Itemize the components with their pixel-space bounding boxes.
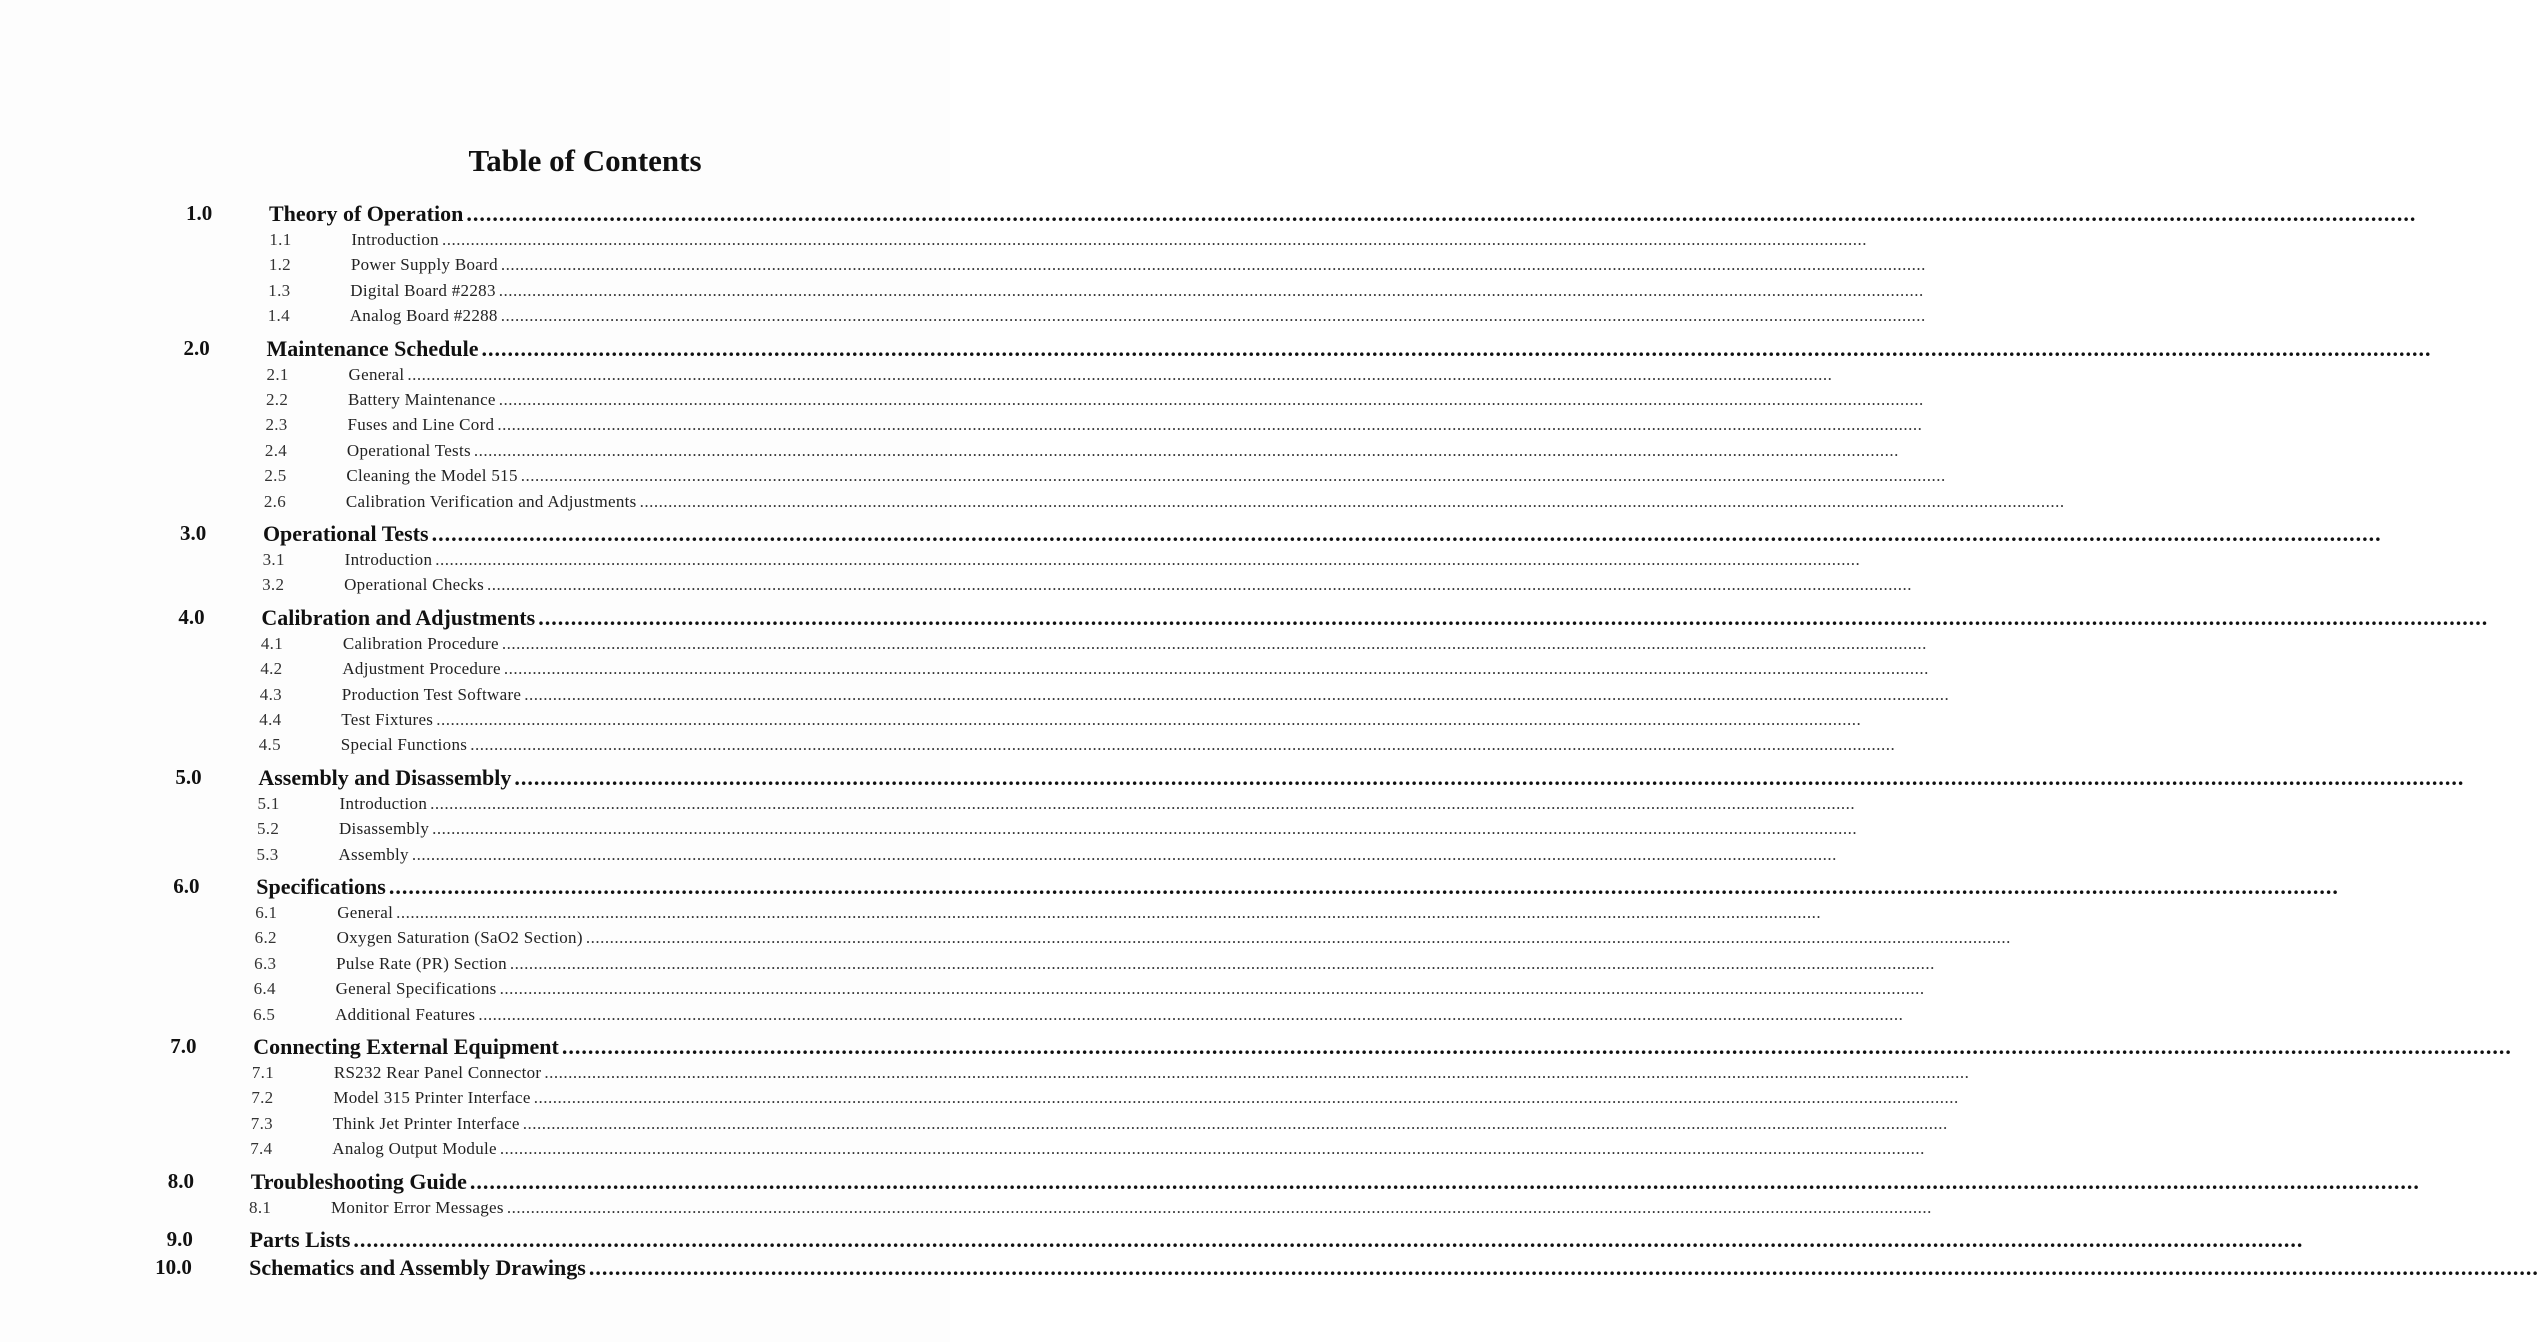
subsection-entry [347,415,1923,435]
subsection-title: Introduction [339,793,428,813]
dot-leader: ............................................................................................................................................................................................................................................................................................................ [499,979,1925,999]
toc-subsection[interactable] [253,979,1925,1003]
dot-leader: ............................................................................................................................................................................................................................................................................................................ [435,550,1861,569]
dot-leader: ............................................................................................................................................................................................................................................................................................................ [411,844,1837,864]
subsection-title: Operational Checks [344,575,485,595]
subsection-title: Analog Board #2288 [349,306,498,326]
section-number: 6.0 [173,874,200,898]
toc-subsection[interactable] [265,390,1924,414]
dot-leader: ............................................................................................................................................................................................................................................................................................................ [500,306,1926,326]
subsection-number: 2.2 [265,390,289,409]
section-entry [261,604,2489,631]
section-number: 3.0 [179,521,207,545]
toc-section[interactable] [178,604,2489,633]
subsection-title: Oxygen Saturation (SaO2 Section) [336,928,583,948]
subsection-entry [336,928,2011,948]
subsection-entry [337,903,1822,923]
subsection-number: 4.5 [258,735,281,755]
section-title: Parts Lists [249,1227,351,1252]
section-number: 10.0 [155,1254,192,1279]
subsection-number: 6.2 [254,928,277,948]
dot-leader: ............................................................................................................................................................................................................................................................................................................ [639,491,2065,511]
section-title: Troubleshooting Guide [250,1168,467,1194]
toc-subsection[interactable] [253,1004,1904,1029]
section-number: 5.0 [175,764,202,789]
subsection-title: Adjustment Procedure [342,659,501,679]
dot-leader: ............................................................................................................................................................................................................................................................................................................ [466,201,2417,226]
dot-leader: ............................................................................................................................................................................................................................................................................................................ [498,390,1924,409]
subsection-entry [332,1113,1948,1134]
section-entry [262,521,2382,547]
dot-leader: ............................................................................................................................................................................................................................................................................................................ [353,1227,2304,1252]
subsection-title: Introduction [351,230,439,249]
section-entry [253,1034,2512,1060]
subsection-title: Analog Output Module [332,1139,497,1159]
subsection-entry [342,633,1927,654]
section-title: Schematics and Assembly Drawings [249,1254,586,1280]
toc-subsection[interactable] [264,440,1899,465]
toc-section[interactable] [170,1034,2512,1062]
toc-subsection[interactable] [249,1197,1932,1222]
dot-leader: ............................................................................................................................................................................................................................................................................................................ [430,793,1856,813]
section-number: 1.0 [186,201,213,225]
dot-leader: ............................................................................................................................................................................................................................................................................................................ [514,764,2465,790]
subsection-entry [342,659,1929,679]
section-number: 4.0 [178,604,205,629]
section-number: 8.0 [167,1168,194,1193]
section-entry [249,1254,2539,1281]
dot-leader: ............................................................................................................................................................................................................................................................................................................ [501,633,1927,653]
subsection-number: 3.1 [262,550,285,569]
subsection-entry [341,684,1950,705]
dot-leader: ............................................................................................................................................................................................................................................................................................................ [585,928,2011,948]
dot-leader: ............................................................................................................................................................................................................................................................................................................ [561,1034,2512,1059]
subsection-entry [333,1063,1970,1083]
toc-subsection[interactable] [250,1113,1948,1138]
toc-subsection[interactable] [265,415,1923,439]
toc-subsection[interactable] [268,280,1924,305]
subsection-entry [335,979,1925,999]
toc-subsection[interactable] [257,793,1856,818]
subsection-number: 4.3 [259,684,282,704]
subsection-title: Disassembly [338,819,430,839]
toc-section[interactable] [183,335,2432,364]
toc-section[interactable] [166,1227,2304,1255]
dot-leader: ............................................................................................................................................................................................................................................................................................................ [520,466,1946,486]
toc-section[interactable] [175,764,2465,793]
subsection-entry [332,1139,1925,1159]
dot-leader: ............................................................................................................................................................................................................................................................................................................ [503,659,1929,679]
toc-section[interactable] [179,521,2382,549]
toc-subsection[interactable] [260,633,1927,658]
toc-subsection[interactable] [254,928,2011,952]
section-number: 9.0 [166,1227,193,1251]
toc-subsection[interactable] [258,735,1896,759]
subsection-entry [346,466,1946,486]
toc-subsection[interactable] [264,466,1946,490]
subsection-entry [333,1088,1959,1108]
subsection-entry [350,255,1926,275]
subsection-number: 2.3 [265,415,288,435]
subsection-entry [338,819,1858,839]
toc-subsection[interactable] [259,684,1950,709]
dot-leader: ............................................................................................................................................................................................................................................................................................................ [506,1197,1932,1217]
subsection-number: 7.2 [251,1088,274,1108]
subsection-title: Cleaning the Model 515 [346,466,518,486]
toc-subsection[interactable] [250,1139,1925,1163]
subsection-title: Model 315 Printer Interface [333,1088,531,1108]
subsection-title: General [337,903,394,922]
subsection-title: Fuses and Line Cord [347,415,495,435]
subsection-title: Assembly [338,844,409,864]
section-entry [250,1168,2420,1195]
dot-leader: ............................................................................................................................................................................................................................................................................................................ [481,335,2432,361]
subsection-title: Power Supply Board [350,255,498,275]
subsection-number: 6.4 [253,979,276,999]
dot-leader: ............................................................................................................................................................................................................................................................................................................ [487,575,1913,595]
toc-subsection[interactable] [269,230,1867,254]
subsection-number: 1.4 [267,306,290,326]
subsection-entry [335,1004,1904,1025]
subsection-title: Test Fixtures [341,710,434,729]
toc-subsection[interactable] [254,953,1935,978]
subsection-entry [344,550,1861,570]
toc-section[interactable] [155,1254,2539,1283]
subsection-number: 5.3 [256,844,279,864]
toc-section[interactable] [167,1168,2420,1197]
toc-subsection[interactable] [259,710,1862,734]
section-entry [266,335,2432,362]
section-title: Specifications [256,874,386,899]
subsection-number: 1.1 [269,230,292,249]
dot-leader: ............................................................................................................................................................................................................................................................................................................ [497,415,1923,435]
subsection-title: Additional Features [335,1004,476,1024]
section-title: Maintenance Schedule [266,335,479,361]
toc-subsection[interactable] [251,1063,1970,1087]
toc-subsection[interactable] [268,255,1926,279]
subsection-title: Introduction [344,550,433,569]
subsection-title: Battery Maintenance [347,390,496,409]
toc-subsection[interactable] [263,491,2065,516]
section-entry [258,764,2465,791]
toc-subsection[interactable] [256,819,1858,843]
subsection-number: 6.1 [255,903,278,922]
dot-leader: ............................................................................................................................................................................................................................................................................................................ [499,1139,1925,1159]
dot-leader: ............................................................................................................................................................................................................................................................................................................ [441,230,1867,249]
subsection-entry [345,491,2065,512]
dot-leader: ............................................................................................................................................................................................................................................................................................................ [533,1088,1959,1108]
subsection-title: Production Test Software [341,684,522,704]
dot-leader: ............................................................................................................................................................................................................................................................................................................ [432,819,1858,839]
toc-subsection[interactable] [267,306,1926,330]
subsection-title: Pulse Rate (PR) Section [336,953,507,973]
subsection-entry [349,306,1926,326]
toc-section[interactable] [186,201,2417,229]
page-title: Table of Contents [468,143,702,178]
subsection-number: 4.1 [260,633,284,653]
section-title: Assembly and Disassembly [258,764,512,790]
subsection-entry [339,793,1856,814]
section-title: Connecting External Equipment [253,1034,559,1059]
subsection-entry [331,1197,1932,1218]
subsection-number: 2.1 [266,364,289,384]
subsection-title: RS232 Rear Panel Connector [333,1063,542,1082]
section-entry [249,1227,2304,1253]
subsection-entry [346,440,1899,461]
subsection-entry [336,953,1935,974]
subsection-title: Monitor Error Messages [331,1197,504,1217]
dot-leader: ............................................................................................................................................................................................................................................................................................................ [469,1168,2420,1194]
toc-subsection[interactable] [255,903,1822,927]
section-number: 7.0 [170,1034,197,1058]
subsection-entry [347,390,1924,410]
subsection-number: 7.1 [251,1063,274,1082]
subsection-number: 1.2 [268,255,291,275]
subsection-number: 6.3 [254,953,277,973]
subsection-number: 4.2 [260,659,283,679]
dot-leader: ............................................................................................................................................................................................................................................................................................................ [500,255,1926,275]
dot-leader: ............................................................................................................................................................................................................................................................................................................ [524,684,1950,704]
section-entry [256,874,2339,900]
subsection-number: 3.2 [262,575,285,595]
subsection-number: 8.1 [249,1197,272,1217]
toc-subsection[interactable] [260,659,1929,683]
dot-leader: ............................................................................................................................................................................................................................................................................................................ [473,440,1899,460]
subsection-number: 2.4 [264,440,288,460]
subsection-number: 7.3 [250,1113,273,1133]
dot-leader: ............................................................................................................................................................................................................................................................................................................ [470,735,1896,755]
section-title: Theory of Operation [269,201,464,226]
subsection-number: 2.6 [263,491,286,511]
subsection-number: 6.5 [253,1004,276,1024]
subsection-number: 5.2 [256,819,280,839]
subsection-title: General Specifications [335,979,497,999]
dot-leader: ............................................................................................................................................................................................................................................................................................................ [498,280,1924,300]
subsection-number: 5.1 [257,793,280,813]
subsection-entry [350,280,1924,301]
dot-leader: ............................................................................................................................................................................................................................................................................................................ [588,1254,2539,1280]
toc-section[interactable] [173,874,2339,902]
toc-subsection[interactable] [251,1088,1959,1112]
dot-leader: ............................................................................................................................................................................................................................................................................................................ [538,604,2489,630]
subsection-number: 7.4 [250,1139,273,1159]
section-title: Operational Tests [262,521,429,546]
toc-subsection[interactable] [256,844,1837,869]
dot-leader: ............................................................................................................................................................................................................................................................................................................ [436,710,1862,729]
section-number: 2.0 [183,335,210,360]
subsection-entry [341,710,1862,730]
subsection-title: Special Functions [340,735,468,755]
subsection-title: Calibration Verification and Adjustments [345,491,637,511]
subsection-entry [348,364,1833,385]
subsection-title: Operational Tests [346,440,471,460]
subsection-entry [351,230,1867,250]
subsection-title: Calibration Procedure [342,633,499,653]
subsection-number: 1.3 [268,280,291,300]
dot-leader: ............................................................................................................................................................................................................................................................................................................ [544,1063,1970,1082]
dot-leader: ............................................................................................................................................................................................................................................................................................................ [478,1004,1904,1024]
dot-leader: ............................................................................................................................................................................................................................................................................................................ [509,953,1935,973]
subsection-entry [344,575,1913,595]
subsection-number: 2.5 [264,466,287,486]
subsection-title: General [348,364,405,384]
dot-leader: ............................................................................................................................................................................................................................................................................................................ [522,1113,1948,1133]
toc-subsection[interactable] [266,364,1833,389]
dot-leader: ............................................................................................................................................................................................................................................................................................................ [396,903,1822,922]
dot-leader: ............................................................................................................................................................................................................................................................................................................ [388,874,2339,899]
subsection-title: Think Jet Printer Interface [332,1113,520,1133]
subsection-entry [338,844,1837,865]
dot-leader: ............................................................................................................................................................................................................................................................................................................ [407,364,1833,384]
subsection-number: 4.4 [259,710,282,729]
section-title: Calibration and Adjustments [261,604,536,630]
subsection-entry [340,735,1896,755]
toc-subsection[interactable] [262,575,1913,599]
section-entry [269,201,2417,227]
dot-leader: ............................................................................................................................................................................................................................................................................................................ [431,521,2382,546]
subsection-title: Digital Board #2283 [350,280,496,300]
toc-subsection[interactable] [262,550,1861,574]
